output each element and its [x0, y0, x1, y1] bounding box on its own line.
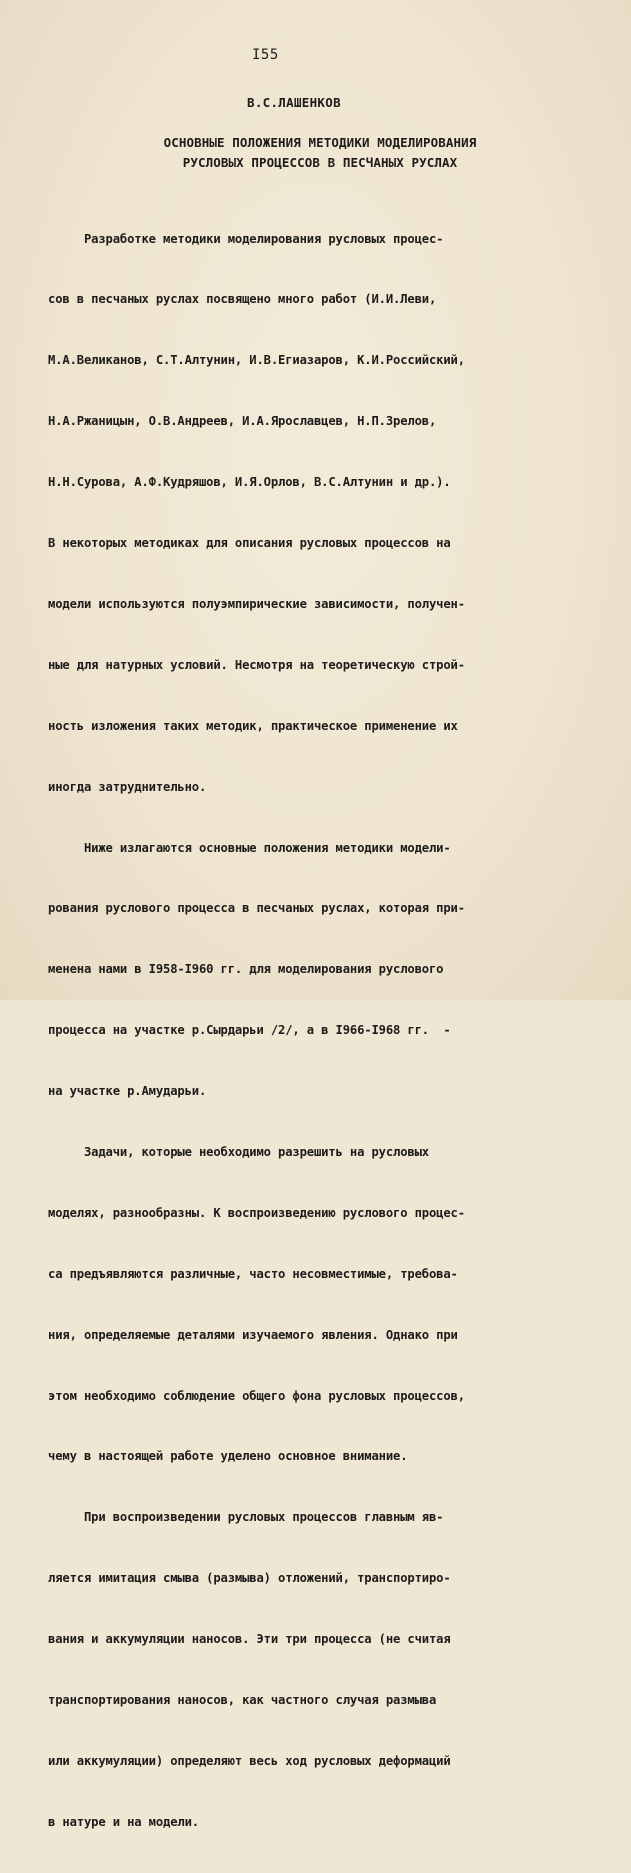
body-line: модели используются полуэмпирические зависимости, получен- [48, 596, 465, 611]
body-line: При воспроизведении русловых процессов главным яв- [48, 1510, 444, 1525]
body-line: ность изложения таких методик, практическое применение их [48, 718, 458, 733]
body-line: этом необходимо соблюдение общего фона русловых процессов, [48, 1388, 465, 1403]
body-line: вания и аккумуляции наносов. Эти три процесса (не считая [48, 1632, 451, 1647]
body-line: рования руслового процесса в песчаных руслах, которая при- [48, 901, 465, 916]
body-line: Н.Н.Сурова, А.Ф.Кудряшов, И.Я.Орлов, В.С.Алтунин и др.). [48, 475, 451, 490]
body-line: В некоторых методиках для описания русловых процессов на [48, 536, 451, 551]
body-line: М.А.Великанов, С.Т.Алтунин, И.В.Егиазаров, К.И.Российский, [48, 353, 465, 368]
title-line-2: РУСЛОВЫХ ПРОЦЕССОВ В ПЕСЧАНЫХ РУСЛАХ [182, 155, 458, 170]
body-line: процесса на участке р.Сырдарьи /2/, а в I966-I968 гг. - [48, 1023, 451, 1038]
body-line: иногда затруднительно. [48, 779, 207, 794]
body-line: ляется имитация смыва (размыва) отложений, транспортиро- [48, 1571, 451, 1586]
body-line: чему в настоящей работе уделено основное внимание. [48, 1449, 408, 1464]
body-line: на участке р.Амударьи. [48, 1084, 207, 1099]
title-line-1: ОСНОВНЫЕ ПОЛОЖЕНИЯ МЕТОДИКИ МОДЕЛИРОВАНИЯ [163, 135, 477, 150]
body-line: транспортирования наносов, как частного случая размыва [48, 1692, 437, 1707]
body-line: Задачи, которые необходимо разрешить на русловых [48, 1144, 429, 1159]
body-line: ные для натурных условий. Несмотря на теоретическую строй- [48, 657, 465, 672]
body-text [48, 188, 588, 1873]
body-line: Ниже излагаются основные положения методики модели- [48, 840, 451, 855]
body-line: в натуре и на модели. [48, 1814, 199, 1829]
body-line: Н.А.Ржаницын, О.В.Андреев, И.А.Ярославцев, Н.П.Зрелов, [48, 414, 437, 429]
body-line: моделях, разнообразны. К воспроизведению руслового процес- [48, 1205, 465, 1220]
body-line: сов в песчаных руслах посвящено много работ (И.И.Леви, [48, 292, 437, 307]
body-line: ния, определяемые деталями изучаемого явления. Однако при [48, 1327, 458, 1342]
body-line: или аккумуляции) определяют весь ход русловых деформаций [48, 1753, 451, 1768]
author-name: В.С.ЛАШЕНКОВ [247, 95, 341, 110]
body-line: Разработке методики моделирования русловых процес- [48, 231, 444, 246]
body-line: менена нами в I958-I960 гг. для моделирования руслового [48, 962, 444, 977]
page-number: I55 [252, 47, 279, 63]
body-line: са предъявляются различные, часто несовместимые, требова- [48, 1266, 458, 1281]
